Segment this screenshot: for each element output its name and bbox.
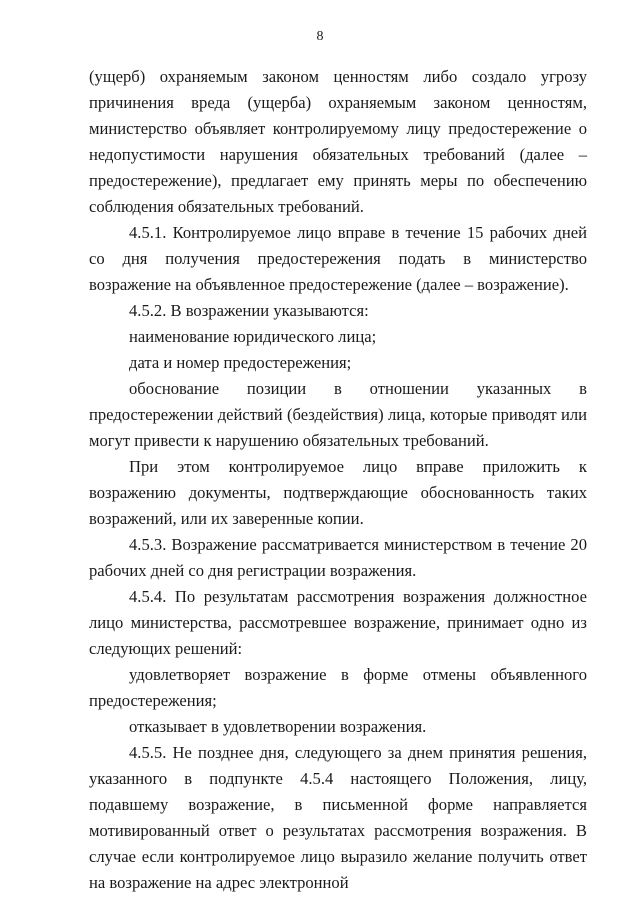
paragraph-4-5-1: 4.5.1. Контролируемое лицо вправе в течение 15 рабочих дней со дня получения предостережения подать в министерство возражение на объявленное предостережение (далее – возражение). <box>89 223 587 294</box>
paragraph-4-5-5: 4.5.5. Не позднее дня, следующего за днем принятия решения, указанного в подпункте 4.5.4 настоящего Положения, лицу, подавшему возражение, в письменной форме направляется мотивированный ответ о результатах рассмотрения возражения. В случае если контролируемое лицо выразило желание получить ответ на возражение на адрес электронной <box>89 743 587 892</box>
paragraph-4-5-2: 4.5.2. В возражении указываются: <box>129 301 369 320</box>
paragraph-continuation: (ущерб) охраняемым законом ценностям либо создало угрозу причинения вреда (ущерба) охраняемым законом ценностям, министерство объявляет контролируемому лицу предостережение о недопустимости нарушения обязательных требований (далее – предостережение), предлагает ему принять меры по обеспечению соблюдения обязательных требований. <box>89 67 587 216</box>
list-item-position-justification: обоснование позиции в отношении указанных в предостережении действий (бездействия) лица, которые приводят или могут привести к нарушению обязательных требований. <box>89 379 587 450</box>
document-body <box>89 64 587 896</box>
list-item-warning-date-number: дата и номер предостережения; <box>129 353 352 372</box>
page-number: 8 <box>316 29 324 44</box>
paragraph-attach-documents: При этом контролируемое лицо вправе приложить к возражению документы, подтверждающие обоснованность таких возражений, или их заверенные копии. <box>89 457 587 528</box>
paragraph-4-5-4: 4.5.4. По результатам рассмотрения возражения должностное лицо министерства, рассмотревшее возражение, принимает одно из следующих решений: <box>89 587 587 658</box>
list-item-refuses-objection: отказывает в удовлетворении возражения. <box>129 717 427 736</box>
list-item-legal-entity-name: наименование юридического лица; <box>129 327 377 346</box>
paragraph-4-5-3: 4.5.3. Возражение рассматривается министерством в течение 20 рабочих дней со дня регистрации возражения. <box>89 535 587 580</box>
list-item-satisfies-objection: удовлетворяет возражение в форме отмены объявленного предостережения; <box>89 665 587 710</box>
